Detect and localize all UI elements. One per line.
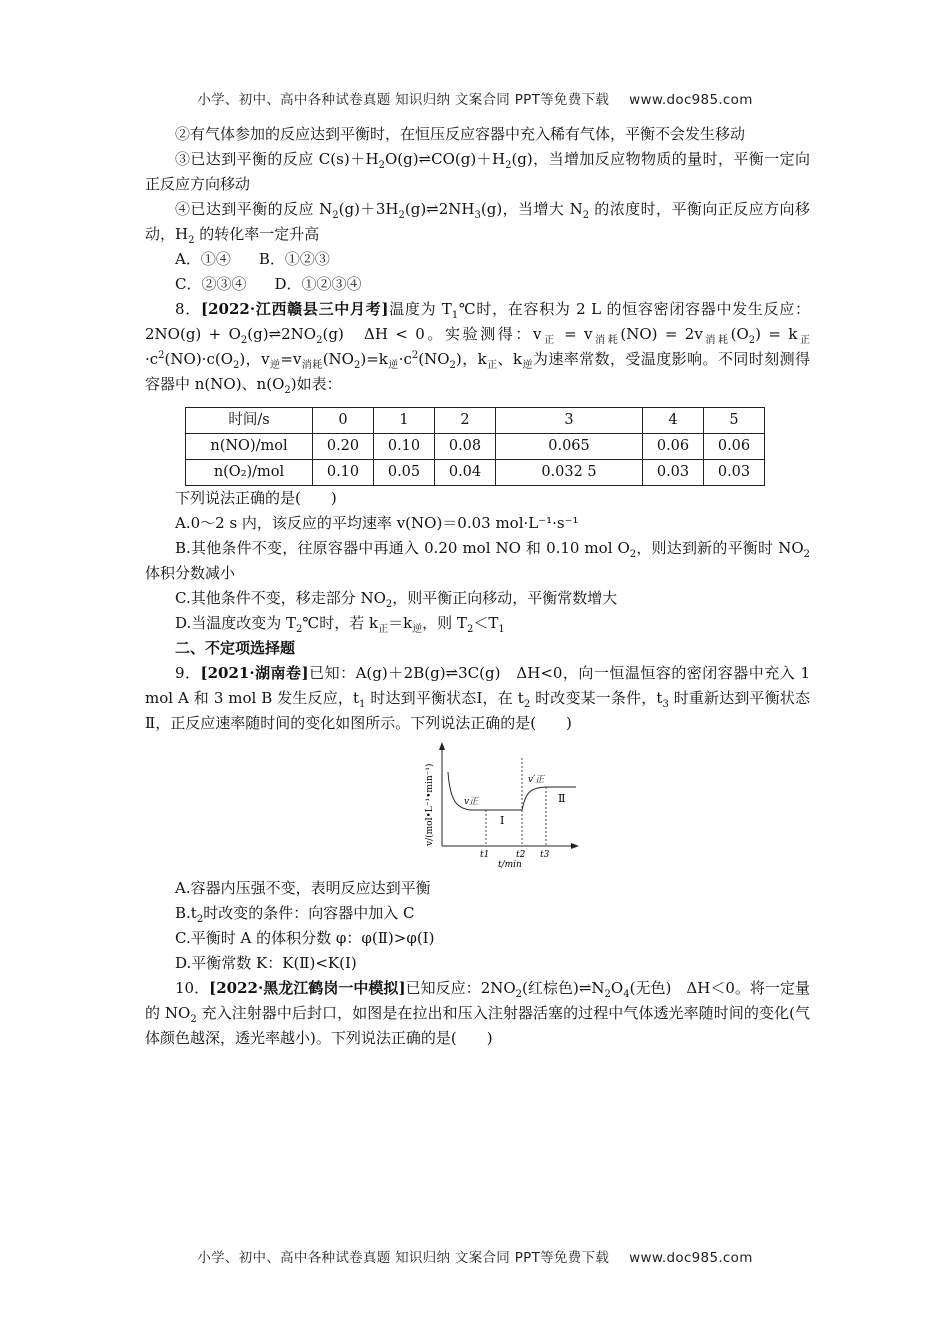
table-cell: 0 xyxy=(313,408,374,434)
page-header xyxy=(0,88,950,108)
footer-text: 小学、初中、高中各种试卷真题 知识归纳 文案合同 PPT等免费下载 xyxy=(197,1250,610,1266)
table-cell: 0.06 xyxy=(704,434,765,460)
q8-option-a[interactable]: A.0～2 s 内，该反应的平均速率 v(NO)＝0.03 mol·L⁻¹·s⁻¹ xyxy=(175,514,579,532)
table-cell: n(NO)/mol xyxy=(186,434,313,460)
header-site[interactable]: www.doc985.com xyxy=(629,92,753,108)
table-header-row xyxy=(186,408,765,434)
table-cell: 0.03 xyxy=(643,460,704,486)
table-cell: 0.05 xyxy=(374,460,435,486)
table-cell: 0.03 xyxy=(704,460,765,486)
q7-option-b[interactable]: B．①②③ xyxy=(258,250,330,268)
table-cell: 0.10 xyxy=(313,460,374,486)
state-1-label: Ⅰ xyxy=(500,814,505,827)
t2-label: t2 xyxy=(516,850,526,860)
q7-options-row1 xyxy=(145,247,810,272)
x-axis-label: t/min xyxy=(498,860,522,870)
q9-option-d[interactable]: D.平衡常数 K：K(Ⅱ)<K(Ⅰ) xyxy=(175,954,357,972)
table-cell: n(O₂)/mol xyxy=(186,460,313,486)
header-text: 小学、初中、高中各种试卷真题 知识归纳 文案合同 PPT等免费下载 xyxy=(197,92,610,108)
rate-curve-rise xyxy=(522,787,576,810)
table-cell: 1 xyxy=(374,408,435,434)
q9-option-b[interactable]: $B.t_2$时改变的条件：向容器中加入 C xyxy=(175,904,415,925)
v-prime-label: v′正 xyxy=(528,775,545,785)
table-row xyxy=(186,460,765,486)
table-cell: 0.06 xyxy=(643,434,704,460)
section-heading: 二、不定项选择题 xyxy=(175,639,296,657)
q8-stem: 8．[2022·江西赣县三中月考]温度为 $T_1℃$时，在容积为 2 L 的恒容密闭容器中发生反应：$2NO(g) + O_2(g)\rightleftharpoons 2NO_2(g)$ ΔH < 0。实验测得：$v_正 = v_{消耗}(NO) = 2v_{消耗}(O_2) = k_正\cdot c^2(NO)\cdot c(O_2)$，$v_逆=v_{消耗}(NO_2)=k_逆\cdot c^2(NO_2)$，$k_正$、$k_逆$为速率常数，受温度影响。不同时刻测得容器中 n(NO)、$n(O_2)$如表： xyxy=(145,300,811,396)
q10-stem: 10．[2022·黑龙江鹤岗一中模拟]已知反应：$2NO_2$(红棕色)$\rightleftharpoons N_2O_4$(无色) ΔH＜0。将一定量的 $NO_2$ 充入注射器中后封口，如图是在拉出和压入注射器活塞的过程中气体透光率随时间的变化(气体颜色越深，透光率越小)。下列说法正确的是( ) xyxy=(145,979,810,1047)
y-axis-label: v/(mol•L⁻¹•min⁻¹) xyxy=(425,763,435,846)
q8-option-d[interactable]: D.当温度改变为 $T_2℃$时，若 $k_正=k_逆$，则 $T_2<T_1$ xyxy=(175,614,505,635)
document-body xyxy=(145,122,810,1051)
state-2-label: Ⅱ xyxy=(558,792,566,805)
table-cell: 0.065 xyxy=(496,434,643,460)
x-axis-arrow xyxy=(571,843,579,849)
q9-stem: 9．[2021·湖南卷]已知：A(g)＋2B(g)⇌3C(g) ΔH<0，向一恒温恒容的密闭容器中充入 1 mol A 和 3 mol B 发生反应，$t_1$ 时达到平衡状态Ⅰ，在 $t_2$ 时改变某一条件，$t_3$ 时重新达到平衡状态Ⅱ，正反应速率随时间的变化如图所示。下列说法正确的是( ) xyxy=(145,664,811,732)
q7-statement-2: ②有气体参加的反应达到平衡时，在恒压反应容器中充入稀有气体，平衡不会发生移动 xyxy=(175,125,746,143)
q9-option-c[interactable]: C.平衡时 A 的体积分数 φ：φ(Ⅱ)>φ(Ⅰ) xyxy=(175,929,435,947)
table-cell: 3 xyxy=(496,408,643,434)
q8-option-c[interactable]: C.其他条件不变，移走部分 $NO_2$，则平衡正向移动，平衡常数增大 xyxy=(175,589,618,610)
page-footer xyxy=(0,1246,950,1266)
y-axis-arrow xyxy=(439,742,445,750)
q7-option-d[interactable]: D．①②③④ xyxy=(274,275,362,293)
v-label: v正 xyxy=(464,797,479,807)
q7-option-a[interactable]: A．①④ xyxy=(175,250,231,268)
table-cell: 0.20 xyxy=(313,434,374,460)
table-cell: 4 xyxy=(643,408,704,434)
table-row xyxy=(186,434,765,460)
q7-option-c[interactable]: C．②③④ xyxy=(175,275,247,293)
t1-label: t1 xyxy=(480,850,490,860)
q7-statement-3: ③已达到平衡的反应 $C(s)+H_2O(g)\rightleftharpoons CO(g)+H_2(g)$，当增加反应物物质的量时，平衡一定向正反应方向移动 xyxy=(145,150,810,193)
table-cell: 0.04 xyxy=(435,460,496,486)
q9-rate-figure xyxy=(410,742,580,870)
table-cell: 5 xyxy=(704,408,765,434)
footer-site[interactable]: www.doc985.com xyxy=(629,1250,753,1266)
table-cell: 0.032 5 xyxy=(496,460,643,486)
table-cell: 时间/s xyxy=(186,408,313,434)
t3-label: t3 xyxy=(540,850,550,860)
q8-option-b[interactable]: B.其他条件不变，往原容器中再通入 0.20 mol NO 和 0.10 mol $O_2$，则达到新的平衡时 $NO_2$体积分数减小 xyxy=(145,539,810,582)
q8-data-table xyxy=(185,407,765,486)
table-cell: 0.10 xyxy=(374,434,435,460)
q7-options-row2 xyxy=(145,272,810,297)
table-cell: 2 xyxy=(435,408,496,434)
q7-statement-4: ④已达到平衡的反应 $N_2(g)+3H_2(g)\rightleftharpoons 2NH_3(g)$，当增大 $N_2$ 的浓度时，平衡向正反应方向移动，$H_2$ 的转化率一定升高 xyxy=(145,200,810,246)
table-cell: 0.08 xyxy=(435,434,496,460)
rate-time-graph xyxy=(410,742,580,870)
q8-ask: 下列说法正确的是( ) xyxy=(175,489,337,507)
q9-option-a[interactable]: A.容器内压强不变，表明反应达到平衡 xyxy=(175,879,431,897)
